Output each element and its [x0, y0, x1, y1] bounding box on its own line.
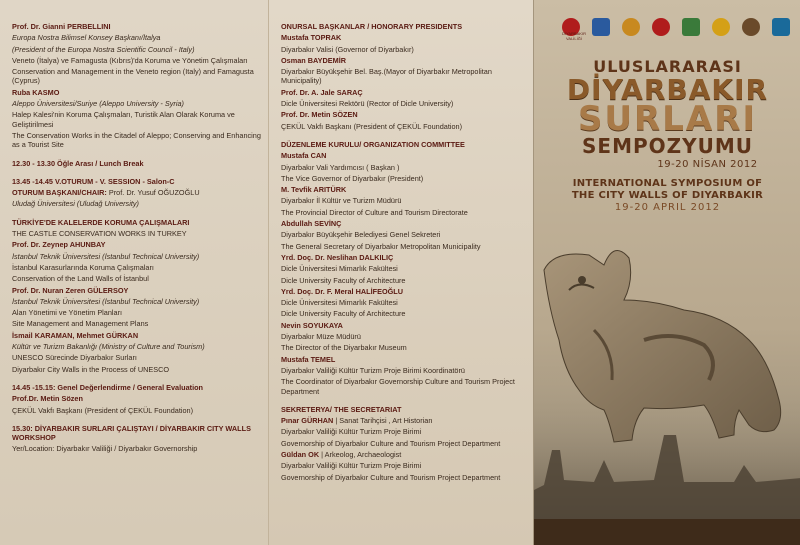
text-line: Diyarbakır Vali Yardımcısı ( Başkan ) — [281, 162, 400, 172]
text-line: Diyarbakır City Walls in the Process of UNESCO — [12, 364, 170, 374]
speaker-name: Mustafa TEMEL — [281, 354, 336, 364]
text-line: Dicle Üniversitesi Rektörü (Rector of Dicle University) — [281, 99, 454, 109]
sponsor-logo-icon — [682, 18, 700, 36]
labeled-line — [281, 416, 527, 425]
sponsor-logo-icon — [652, 18, 670, 36]
speaker-name: Mustafa CAN — [281, 151, 327, 161]
text-line: Dicle Üniversitesi Mimarlık Fakültesi — [281, 298, 398, 308]
spacer — [281, 398, 527, 405]
spacer — [12, 170, 262, 177]
text-line: THE CASTLE CONSERVATION WORKS IN TURKEY — [12, 229, 187, 239]
symposium-title — [534, 58, 800, 170]
title-line-sempozyumu: SEMPOZYUMU — [582, 134, 753, 158]
governorship-label: DİYARBAKIR VALİLİĞİ — [562, 31, 586, 41]
line-label: OTURUM BAŞKANI/CHAIR: — [12, 188, 107, 198]
section-heading: 14.45 -15.15: Genel Değerlendirme / General Evaluation — [12, 382, 204, 392]
title-line-surlari: SURLARI — [577, 99, 758, 139]
labeled-line — [12, 188, 262, 197]
line-value: Prof. Dr. Yusuf OĞUZOĞLU — [106, 188, 200, 198]
text-line: The Coordinator of Diyarbakır Governorship Culture and Tourism Project Department — [281, 377, 515, 396]
spacer — [12, 152, 262, 159]
affiliation: Kültür ve Turizm Bakanlığı (Ministry of Culture and Tourism) — [12, 342, 205, 352]
text-line: Yer/Location: Diyarbakır Valiliği / Diyarbakır Governorship — [12, 444, 198, 454]
text-line: The Conservation Works in the Citadel of Aleppo; Conserving and Enhancing as a Tourist Site — [12, 130, 261, 150]
affiliation: Uludağ Üniversitesi (Uludağ University) — [12, 199, 139, 209]
text-line: Dicle Üniversitesi Mimarlık Fakültesi — [281, 264, 398, 274]
text-line: ÇEKÜL Vakfı Başkanı (President of ÇEKÜL Foundation) — [12, 405, 194, 415]
speaker-name: Mustafa TOPRAK — [281, 33, 342, 43]
text-line: Governorship of Diyarbakır Culture and Tourism Project Department — [281, 472, 501, 482]
text-line: UNESCO Sürecinde Diyarbakır Surları — [12, 353, 137, 363]
text-line: The Provincial Director of Culture and Tourism Directorate — [281, 207, 468, 217]
sponsor-logo-icon — [742, 18, 760, 36]
speaker-name: Osman BAYDEMİR — [281, 55, 347, 65]
affiliation: İstanbul Teknik Üniversitesi (İstanbul Technical University) — [12, 251, 200, 261]
text-line: Governorship of Diyarbakır Culture and Tourism Project Department — [281, 438, 501, 448]
section-heading: 13.45 -14.45 V.OTURUM - V. SESSION - Salon-C — [12, 176, 175, 186]
program-column-left — [0, 0, 268, 545]
text-line: Halep Kalesi'nin Koruma Çalışmaları, Turistik Alan Olarak Koruma ve Geliştirilmesi — [12, 110, 235, 129]
speaker-name: İsmail KARAMAN, Mehmet GÜRKAN — [12, 330, 139, 340]
text-line: Dicle University Faculty of Architecture — [281, 275, 406, 285]
text-line: ÇEKÜL Vakfı Başkanı (President of ÇEKÜL Foundation) — [281, 121, 463, 131]
text-line: Veneto (İtalya) ve Famagusta (Kıbrıs)'da Koruma ve Yönetim Çalışmaları — [12, 55, 248, 65]
speaker-name: Nevin SOYUKAYA — [281, 320, 343, 330]
line-value: | Sanat Tarihçisi , Art Historian — [333, 416, 433, 426]
spacer — [12, 376, 262, 383]
section-heading: ONURSAL BAŞKANLAR / HONORARY PRESIDENTS — [281, 22, 463, 31]
text-line: Diyarbakır Valisi (Governor of Diyarbakır) — [281, 44, 414, 54]
section-heading: 12.30 - 13.30 Öğle Arası / Lunch Break — [12, 158, 144, 168]
text-line: The Director of the Diyarbakır Museum — [281, 343, 407, 353]
section-heading: DÜZENLEME KURULU/ ORGANIZATION COMMITTEE — [281, 139, 465, 149]
text-line: Alan Yönetimi ve Yönetim Planları — [12, 308, 123, 318]
title-line-diyarbakir: DİYARBAKIR — [566, 73, 769, 106]
speaker-name: Ruba KASMO — [12, 87, 60, 97]
cover-panel — [533, 0, 800, 545]
text-line: Site Management and Management Plans — [12, 319, 149, 329]
text-line: The Vice Governor of Diyarbakır (President) — [281, 173, 424, 183]
english-title — [534, 178, 800, 214]
text-line: Diyarbakır İl Kültür ve Turizm Müdürü — [281, 196, 402, 206]
speaker-name: Prof. Dr. A. Jale SARAÇ — [281, 87, 363, 97]
sponsor-logo-icon — [772, 18, 790, 36]
speaker-name: Abdullah SEVİNÇ — [281, 219, 342, 229]
text-line: Diyarbakır Valiliği Kültür Turizm Proje Birimi — [281, 461, 422, 471]
text-line: Conservation and Management in the Veneto region (Italy) and Famagusta (Cyprus) — [12, 67, 254, 86]
speaker-name: M. Tevfik ARITÜRK — [281, 185, 347, 195]
speaker-name: Yrd. Doç. Dr. F. Meral HALİFEOĞLU — [281, 286, 404, 296]
text-line: Diyarbakır Valiliği Kültür Turizm Proje Birimi — [281, 427, 422, 437]
speaker-name: Prof. Dr. Nuran Zeren GÜLERSOY — [12, 285, 129, 295]
english-title-line2: THE CITY WALLS OF DIYARBAKIR — [571, 190, 764, 201]
lion-statue-image — [534, 220, 800, 520]
sponsor-logo-icon — [622, 18, 640, 36]
speaker-name: Prof.Dr. Metin Sözen — [12, 394, 83, 404]
text-line: The General Secretary of Diyarbakır Metropolitan Municipality — [281, 241, 481, 251]
line-label: Pınar GÜRHAN — [281, 416, 334, 426]
speaker-name: Prof. Dr. Metin SÖZEN — [281, 110, 358, 120]
text-line: Dicle University Faculty of Architecture — [281, 309, 406, 319]
affiliation: Europa Nostra Bilimsel Konsey Başkanı/İtalya — [12, 33, 161, 43]
affiliation: İstanbul Teknik Üniversitesi (İstanbul Technical University) — [12, 296, 200, 306]
speaker-name: Prof. Dr. Gianni PERBELLINI — [12, 22, 111, 31]
date-english: 19-20 APRIL 2012 — [614, 202, 721, 213]
spacer — [12, 417, 262, 424]
line-label: Güldan OK — [281, 449, 320, 459]
text-line: Diyarbakır Büyükşehir Belediyesi Genel Sekreteri — [281, 230, 441, 240]
committee-column-middle — [268, 0, 533, 545]
english-title-line1: INTERNATIONAL SYMPOSIUM OF — [572, 178, 763, 189]
speaker-name: Prof. Dr. Zeynep AHUNBAY — [12, 240, 106, 250]
text-line: Diyarbakır Müze Müdürü — [281, 332, 361, 342]
text-line: Diyarbakır Büyükşehir Bel. Baş.(Mayor of Diyarbakır Metropolitan Municipality) — [281, 67, 492, 86]
sponsor-logo-icon — [712, 18, 730, 36]
section-heading: 15.30: DİYARBAKIR SURLARI ÇALIŞTAYI / DİYARBAKIR CITY WALLS WORKSHOP — [12, 423, 251, 443]
affiliation: Aleppo Üniversitesi/Suriye (Aleppo University - Syria) — [12, 99, 184, 109]
text-line: Diyarbakır Valiliği Kültür Turizm Proje Birimi Koordinatörü — [281, 365, 465, 375]
title-line-uluslararasi: ULUSLARARASI — [593, 57, 742, 76]
section-heading: SEKRETERYA/ THE SECRETARIAT — [281, 404, 402, 414]
sponsor-logo-icon — [592, 18, 610, 36]
sponsor-logos — [562, 10, 790, 44]
text-line: İstanbul Karasurlarında Koruma Çalışmaları — [12, 262, 154, 272]
speaker-name: Yrd. Doç. Dr. Neslihan DALKILIÇ — [281, 252, 394, 262]
footer-note — [534, 519, 800, 545]
spacer — [12, 211, 262, 218]
date-turkish: 19-20 NİSAN 2012 — [657, 159, 758, 170]
line-value: | Arkeolog, Archaeologist — [319, 449, 402, 459]
labeled-line — [281, 450, 527, 459]
spacer — [281, 133, 527, 140]
text-line: Conservation of the Land Walls of İstanbul — [12, 274, 149, 284]
section-heading: TÜRKİYE'DE KALELERDE KORUMA ÇALIŞMALARI — [12, 217, 190, 227]
affiliation: (President of the Europa Nostra Scientific Council - Italy) — [12, 44, 195, 54]
